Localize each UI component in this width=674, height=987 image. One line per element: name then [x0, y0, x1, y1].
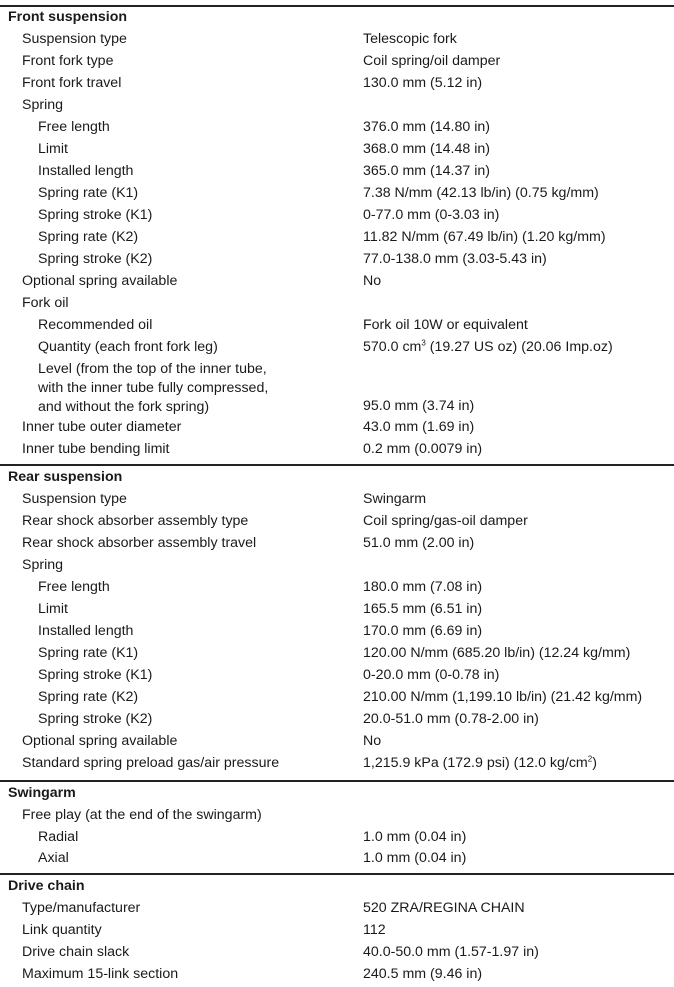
spec-label: Free length — [38, 579, 110, 595]
spec-value: 210.00 N/mm (1,199.10 lb/in) (21.42 kg/mm) — [363, 689, 643, 705]
section-drive-chain — [0, 875, 674, 897]
section-rear-suspension — [0, 466, 674, 488]
spec-row — [0, 226, 674, 248]
spec-value: 120.00 N/mm (685.20 lb/in) (12.24 kg/mm) — [363, 645, 631, 661]
section-title: Drive chain — [8, 878, 85, 894]
spec-label: Radial — [38, 829, 79, 845]
spec-group-label — [0, 804, 674, 826]
spec-label: Inner tube outer diameter — [22, 419, 182, 435]
spec-label-line: Level (from the top of the inner tube, — [38, 361, 267, 377]
spec-value: 130.0 mm (5.12 in) — [363, 75, 483, 91]
spec-row — [0, 532, 674, 554]
spec-row — [0, 919, 674, 941]
superscript: 3 — [421, 338, 426, 348]
value-part: (19.27 US oz) (20.06 Imp.oz) — [425, 339, 613, 355]
spec-label: Spring stroke (K2) — [38, 711, 153, 727]
spec-label: Limit — [38, 601, 68, 617]
spec-value: 1.0 mm (0.04 in) — [363, 829, 467, 845]
spec-value: Coil spring/oil damper — [363, 53, 501, 69]
spec-value: Fork oil 10W or equivalent — [363, 317, 528, 333]
spec-value: 240.5 mm (9.46 in) — [363, 966, 483, 982]
spec-label: Type/manufacturer — [22, 900, 141, 916]
spec-value: 95.0 mm (3.74 in) — [363, 398, 475, 414]
spec-label: Fork oil — [22, 295, 69, 311]
spec-group-label — [0, 94, 674, 116]
spec-row — [0, 72, 674, 94]
spec-row — [0, 116, 674, 138]
spec-label: Spring rate (K1) — [38, 185, 139, 201]
spec-label: Spring — [22, 97, 64, 113]
spec-value: No — [363, 733, 382, 749]
spec-row — [0, 686, 674, 708]
spec-row — [0, 438, 674, 460]
spec-label: Inner tube bending limit — [22, 441, 170, 457]
spec-label: Drive chain slack — [22, 944, 130, 960]
spec-row — [0, 941, 674, 963]
spec-value: Telescopic fork — [363, 31, 457, 47]
spec-label-line: with the inner tube fully compressed, — [38, 380, 269, 396]
spec-label: Standard spring preload gas/air pressure — [22, 755, 280, 771]
spec-value: 365.0 mm (14.37 in) — [363, 163, 490, 179]
spec-value: 7.38 N/mm (42.13 lb/in) (0.75 kg/mm) — [363, 185, 599, 201]
spec-row — [0, 642, 674, 664]
spec-value: 170.0 mm (6.69 in) — [363, 623, 483, 639]
spec-label: Rear shock absorber assembly travel — [22, 535, 257, 551]
spec-row — [0, 248, 674, 270]
section-swingarm — [0, 782, 674, 804]
spec-label: Suspension type — [22, 491, 127, 507]
spec-row — [0, 708, 674, 730]
spec-value — [363, 752, 597, 774]
value-part: 1,215.9 kPa (172.9 psi) (12.0 kg/cm — [363, 755, 588, 771]
spec-value: 43.0 mm (1.69 in) — [363, 419, 475, 435]
spec-row — [0, 510, 674, 532]
spec-value: 368.0 mm (14.48 in) — [363, 141, 490, 157]
spec-label: Spring stroke (K1) — [38, 207, 153, 223]
spec-row — [0, 160, 674, 182]
spec-row — [0, 270, 674, 292]
spec-row — [0, 826, 674, 848]
spec-label: Suspension type — [22, 31, 127, 47]
spec-label: Installed length — [38, 623, 134, 639]
superscript: 2 — [587, 754, 593, 764]
spec-row — [0, 182, 674, 204]
spec-row — [0, 897, 674, 919]
spec-row — [0, 28, 674, 50]
spec-label: Rear shock absorber assembly type — [22, 513, 249, 529]
spec-row — [0, 336, 674, 358]
spec-label: Free play (at the end of the swingarm) — [22, 807, 262, 823]
spec-label: Axial — [38, 850, 69, 866]
spec-label: Installed length — [38, 163, 134, 179]
spec-value: 77.0-138.0 mm (3.03-5.43 in) — [363, 251, 547, 267]
spec-label: Quantity (each front fork leg) — [38, 339, 218, 355]
spec-group-label — [0, 292, 674, 314]
spec-label: Optional spring available — [22, 273, 178, 289]
spec-row — [0, 50, 674, 72]
spec-value: 112 — [363, 922, 386, 938]
spec-label: Spring rate (K2) — [38, 229, 139, 245]
spec-row — [0, 752, 674, 774]
spec-row — [0, 416, 674, 438]
spec-row — [0, 138, 674, 160]
spec-label: Spring rate (K1) — [38, 645, 139, 661]
section-title: Rear suspension — [8, 469, 123, 485]
spec-value — [363, 336, 613, 358]
spec-label: Maximum 15-link section — [22, 966, 179, 982]
spec-label: Limit — [38, 141, 68, 157]
spec-row — [0, 314, 674, 336]
value-part: ) — [592, 755, 597, 771]
spec-value: 165.5 mm (6.51 in) — [363, 601, 483, 617]
spec-value: 0-77.0 mm (0-3.03 in) — [363, 207, 500, 223]
spec-label: Spring stroke (K1) — [38, 667, 153, 683]
spec-group-label — [0, 554, 674, 576]
spec-label: Link quantity — [22, 922, 102, 938]
spec-value: 0.2 mm (0.0079 in) — [363, 441, 483, 457]
spec-value: 20.0-51.0 mm (0.78-2.00 in) — [363, 711, 539, 727]
spec-label: Spring rate (K2) — [38, 689, 139, 705]
spec-row — [0, 488, 674, 510]
spec-value: 40.0-50.0 mm (1.57-1.97 in) — [363, 944, 539, 960]
spec-row — [0, 204, 674, 226]
spec-label: Spring stroke (K2) — [38, 251, 153, 267]
spec-label: Front fork travel — [22, 75, 122, 91]
spec-row-level — [0, 359, 674, 417]
spec-value: 376.0 mm (14.80 in) — [363, 119, 490, 135]
spec-value: 51.0 mm (2.00 in) — [363, 535, 475, 551]
spec-row — [0, 963, 674, 985]
spec-value: 520 ZRA/REGINA CHAIN — [363, 900, 525, 916]
spec-value: 1.0 mm (0.04 in) — [363, 850, 467, 866]
spec-value: 11.82 N/mm (67.49 lb/in) (1.20 kg/mm) — [363, 229, 606, 245]
spec-label: Spring — [22, 557, 64, 573]
spec-row — [0, 576, 674, 598]
spec-label: Optional spring available — [22, 733, 178, 749]
spec-row — [0, 620, 674, 642]
spec-value: 0-20.0 mm (0-0.78 in) — [363, 667, 500, 683]
spec-row — [0, 730, 674, 752]
spec-value: No — [363, 273, 382, 289]
spec-row — [0, 598, 674, 620]
section-title: Front suspension — [8, 9, 128, 25]
section-front-suspension — [0, 6, 674, 28]
spec-label: Free length — [38, 119, 110, 135]
spec-label: Front fork type — [22, 53, 114, 69]
spec-label-line: and without the fork spring) — [38, 399, 210, 415]
value-part: 570.0 cm — [363, 339, 422, 355]
spec-value: Swingarm — [363, 491, 427, 507]
spec-value: Coil spring/gas-oil damper — [363, 513, 528, 529]
section-title: Swingarm — [8, 785, 76, 801]
spec-label: Recommended oil — [38, 317, 153, 333]
spec-value: 180.0 mm (7.08 in) — [363, 579, 483, 595]
spec-row — [0, 664, 674, 686]
spec-row — [0, 847, 674, 869]
